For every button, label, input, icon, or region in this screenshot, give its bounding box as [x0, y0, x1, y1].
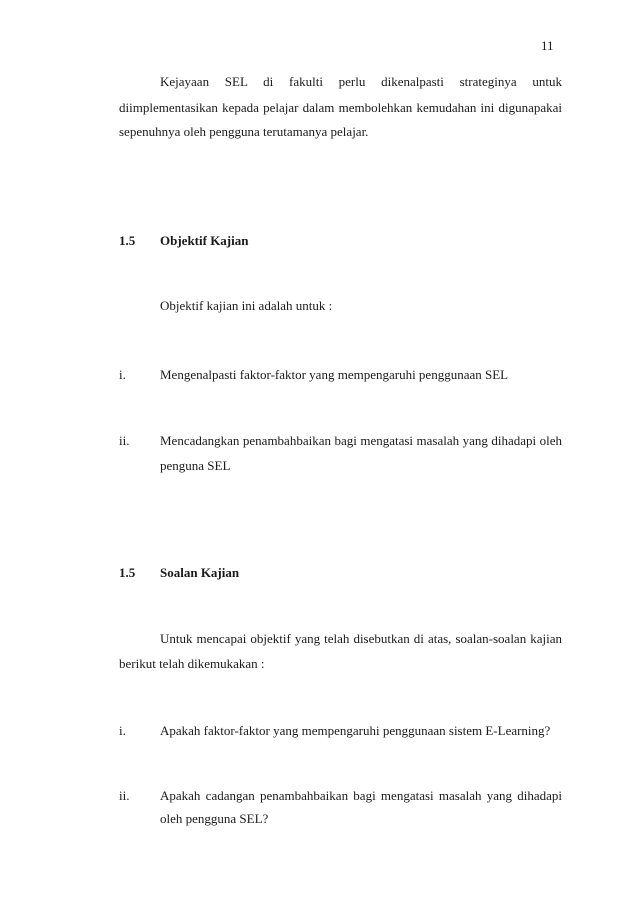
section-number-soalan: 1.5 — [119, 565, 136, 580]
objektif-item-1-text: Mengenalpasti faktor-faktor yang mempengaruhi penggunaan SEL — [160, 367, 509, 382]
objektif-item-2-line-2: penguna SEL — [160, 458, 231, 473]
soalan-item-1-text: Apakah faktor-faktor yang mempengaruhi penggunaan sistem E-Learning? — [160, 723, 551, 738]
soalan-item-2-line-1: Apakah cadangan penambahbaikan bagi mengatasi masalah yang dihadapi — [160, 788, 562, 803]
soalan-item-1-marker: i. — [119, 723, 126, 738]
objektif-item-2-marker: ii. — [119, 433, 130, 448]
soalan-lead-line-1: Untuk mencapai objektif yang telah disebutkan di atas, soalan-soalan kajian — [160, 631, 562, 646]
section-number-objektif: 1.5 — [119, 233, 136, 248]
objektif-item-1-marker: i. — [119, 367, 126, 382]
soalan-lead-line-2: berikut telah dikemukakan : — [119, 656, 265, 671]
intro-line-2: diimplementasikan kepada pelajar dalam membolehkan kemudahan ini digunapakai — [119, 100, 562, 115]
soalan-item-2-marker: ii. — [119, 788, 130, 803]
soalan-item-2-line-2: oleh pengguna SEL? — [160, 811, 269, 826]
intro-line-1: Kejayaan SEL di fakulti perlu dikenalpasti strateginya untuk — [160, 74, 562, 89]
objektif-item-2-line-1: Mencadangkan penambahbaikan bagi mengatasi masalah yang dihadapi oleh — [160, 433, 562, 448]
objektif-lead: Objektif kajian ini adalah untuk : — [160, 298, 333, 313]
section-title-soalan: Soalan Kajian — [160, 565, 240, 580]
page-number: 11 — [541, 38, 554, 53]
section-title-objektif: Objektif Kajian — [160, 233, 249, 248]
intro-line-3: sepenuhnya oleh pengguna terutamanya pelajar. — [119, 124, 369, 139]
